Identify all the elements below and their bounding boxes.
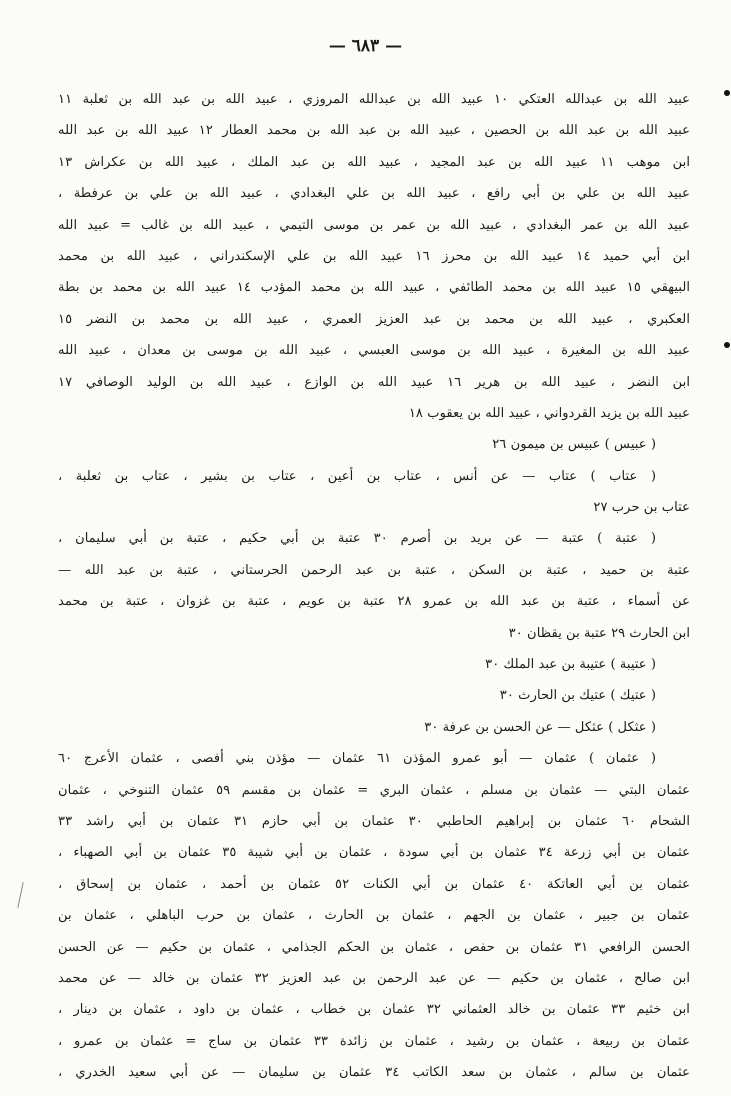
text-line: عثمان بن جبير ، عثمان بن الجهم ، عثمان بن الحارث ، عثمان بن حرب الباهلي ، عثمان بن	[58, 908, 690, 924]
text-line: عثمان بن ربيعة ، عثمان بن رشيد ، عثمان بن زائدة ٣٣ عثمان بن ساج = عثمان بن عمرو ،	[58, 1033, 690, 1049]
text-line: ( عتبة ) عتبة — عن بريد بن أصرم ٣٠ عتبة بن أبي حكيم ، عتبة بن أبي سليمان ،	[58, 531, 656, 547]
text-line: عبيد الله بن عبدالله العتكي ١٠ عبيد الله بن عبدالله المروزي ، عبيد الله بن عبد الله بن ثعلبة ١١	[58, 92, 690, 107]
text-line: عثمان البتي — عثمان بن مسلم ، عثمان البري = عثمان بن مقسم ٥٩ عثمان التنوخي ، عثمان	[58, 782, 690, 798]
text-line: الشحام ٦٠ عثمان بن إبراهيم الحاطبي ٣٠ عثمان بن أبي حازم ٣١ عثمان بن أبي راشد ٣٣	[58, 813, 690, 829]
index-text	[58, 84, 690, 1089]
text-line: ابن موهب ١١ عبيد الله بن عبد المجيد ، عبيد الله بن عبد الملك ، عبيد الله بن عكراش ١٣	[58, 154, 690, 170]
text-line: ( عثمان ) عثمان — أبو عمرو المؤذن ٦١ عثمان — مؤذن بني أفصى ، عثمان الأعرج ٦٠	[58, 751, 656, 767]
page-number: — ٦٨٣ —	[328, 36, 403, 56]
text-line: عبيد الله بن عمر البغدادي ، عبيد الله بن عمر بن موسى التيمي ، عبيد الله بن غالب = عبيد الله	[58, 217, 690, 233]
text-line: ( عتاب ) عتاب — عن أنس ، عتاب بن أعين ، عتاب بن بشير ، عتاب بن ثعلبة ،	[58, 468, 656, 484]
text-line: عبيد الله بن عبد الله بن الحصين ، عبيد الله بن عبد الله بن محمد العطار ١٢ عبيد الله بن عبد الله	[58, 123, 690, 139]
text-line: عبيد الله بن علي بن أبي رافع ، عبيد الله بن علي البغدادي ، عبيد الله بن علي بن عرفطة ،	[58, 186, 690, 202]
text-line: عبيد الله بن يزيد القردواني ، عبيد الله بن يعقوب ١٨	[408, 405, 690, 421]
text-line: ( عتيك ) عتيك بن الحارث ٣٠	[499, 688, 656, 704]
text-line: ابن الحارث ٢٩ عتبة بن يقظان ٣٠	[508, 625, 690, 641]
text-line: عن أسماء ، عتبة بن عبد الله بن عمرو ٢٨ عتبة بن عويم ، عتبة بن غزوان ، عتبة بن محمد	[58, 594, 690, 610]
text-line: عثمان بن أبي العاتكة ٤٠ عثمان بن أبي الكنات ٥٢ عثمان بن أحمد ، عثمان بن إسحاق ،	[58, 876, 690, 892]
margin-dot-top	[724, 90, 730, 96]
text-line: ( عتيبة ) عتيبة بن عبد الملك ٣٠	[485, 657, 656, 673]
text-line: ابن خثيم ٣٣ عثمان بن خالد العثماني ٣٢ عثمان بن خطاب ، عثمان بن داود ، عثمان بن دينار ،	[58, 1002, 690, 1018]
text-line: ( عثكل ) عثكل — عن الحسن بن عرفة ٣٠	[424, 719, 656, 735]
text-line: الحسن الرافعي ٣١ عثمان بن حفص ، عثمان بن الحكم الجذامي ، عثمان بن حكيم — عن الحسن	[58, 939, 690, 955]
text-line: عبيد الله بن المغيرة ، عبيد الله بن موسى العبسي ، عبيد الله بن موسى بن معدان ، عبيد الله	[58, 343, 690, 359]
text-line: عتبة بن حميد ، عتبة بن السكن ، عتبة بن عبد الرحمن الحرستاني ، عتبة بن عبد الله —	[58, 562, 690, 578]
text-line: عثمان بن سالم ، عثمان بن سعد الكاتب ٣٤ عثمان بن سليمان — عن أبي سعيد الخدري ،	[58, 1065, 690, 1081]
text-line: عتاب بن حرب ٢٧	[593, 500, 690, 516]
text-line: عثمان بن أبي زرعة ٣٤ عثمان بن أبي سودة ، عثمان بن أبي شيبة ٣٥ عثمان بن أبي الصهباء ،	[58, 845, 690, 861]
text-line: ابن أبي حميد ١٤ عبيد الله بن محرز ١٦ عبيد الله بن علي الإسكندراني ، عبيد الله بن محمد	[58, 248, 690, 264]
pencil-stroke	[17, 882, 23, 908]
text-line: البيهقي ١٥ عبيد الله بن محمد الطائفي ، عبيد الله بن محمد المؤدب ١٤ عبيد الله بن محمد بن بطة	[58, 280, 690, 296]
text-line: العكبري ، عبيد الله بن محمد بن عبد العزيز العمري ، عبيد الله بن محمد بن النضر ١٥	[58, 311, 690, 327]
text-line: ابن النضر ، عبيد الله بن هرير ١٦ عبيد الله بن الوازع ، عبيد الله بن الوليد الوصافي ١٧	[58, 374, 690, 390]
margin-dot-middle	[724, 342, 730, 348]
text-line: ابن صالح ، عثمان بن حكيم — عن عبد الرحمن بن عبد العزيز ٣٢ عثمان بن خالد — عن محمد	[58, 970, 690, 986]
text-line: ( عبيس ) عبيس بن ميمون ٢٦	[492, 437, 656, 453]
